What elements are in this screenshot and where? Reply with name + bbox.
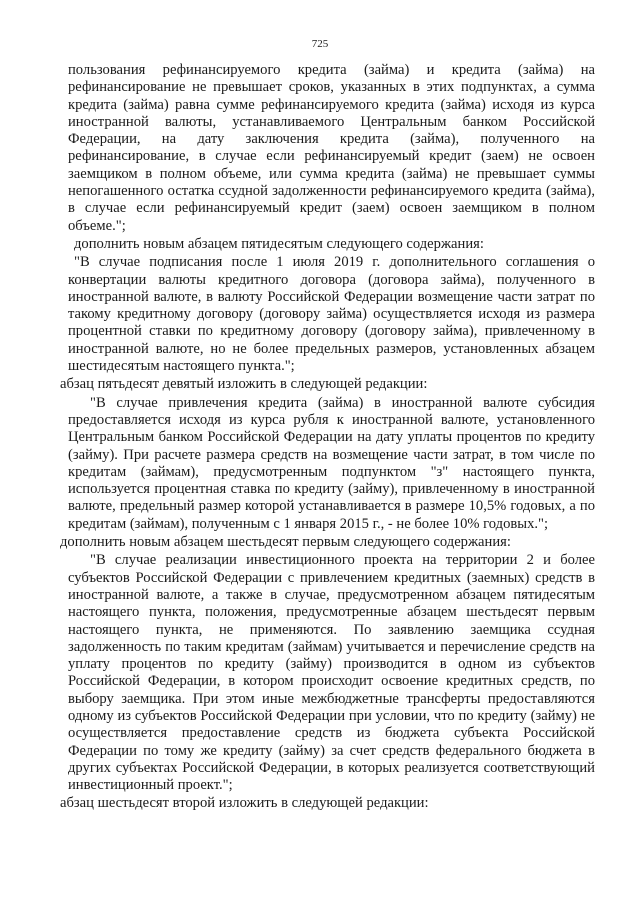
instruction-paragraph-62: абзац шестьдесят второй изложить в следующей редакции:: [60, 795, 429, 812]
paragraph-quoted-50: "В случае подписания после 1 июля 2019 г. дополнительного соглашения о конвертации валюты кредитного договора (договора займа), полученного в иностранной валюте, в валюту Российской Федерации возмещение части затрат по такому кредитному договору (договору займа) осуществляется исходя из размера процентной ставки по кредитному договору (договору займа), привлеченному в иностранной валюте, но не более предельных размеров, установленных абзацем шестидесятым настоящего пункта.";: [68, 254, 595, 375]
paragraph-quoted-61: "В случае реализации инвестиционного проекта на территории 2 и более субъектов Российской Федерации с привлечением кредитных (заемных) средств в иностранной валюте, а также в случае, предусмотренном абзацем пятидесятым настоящего пункта, положения, предусмотренные абзацем шестьдесят первым настоящего пункта, не применяются. По заявлению заемщика ссудная задолженность по таким кредитам (займам) учитывается и перечисление средств на уплату процентов по кредиту (займу) производится в одном из субъектов Российской Федерации, в котором происходит освоение кредитных средств, по выбору заемщика. При этом иные межбюджетные трансферты предоставляются одному из субъектов Российской Федерации при условии, что по кредиту (займу) не осуществляется предоставление средств из бюджета субъекта Российской Федерации по тому же кредиту (займу) за счет средств федерального бюджета в других субъектах Российской Федерации, в которых реализуется соответствующий инвестиционный проект.";: [68, 552, 595, 794]
instruction-add-paragraph-61: дополнить новым абзацем шестьдесят первым следующего содержания:: [60, 534, 511, 551]
paragraph-quoted-59: "В случае привлечения кредита (займа) в иностранной валюте субсидия предоставляется исходя из курса рубля к иностранной валюте, установленного Центральным банком Российской Федерации на дату уплаты процентов по кредиту (займу). При расчете размера средств на возмещение части затрат, в том числе по кредитам (займам), предусмотренным подпунктом "з" настоящего пункта, используется процентная ставка по кредиту (займу), привлеченному в иностранной валюте, предельный размер которой устанавливается в размере 10,5% годовых, а по кредитам (займам), полученным с 1 января 2015 г., - не более 10% годовых.";: [68, 394, 595, 532]
document-body: [0, 62, 640, 813]
page-number: 725: [311, 38, 329, 50]
instruction-add-paragraph-50: дополнить новым абзацем пятидесятым следующего содержания:: [74, 235, 484, 252]
instruction-paragraph-59: абзац пятьдесят девятый изложить в следующей редакции:: [60, 376, 428, 393]
paragraph-quoted-continuation: пользования рефинансируемого кредита (займа) и кредита (займа) на рефинансирование не превышает сроков, указанных в этих подпунктах, а сумма кредита (займа) равна сумме рефинансируемого кредита (займа) исходя из курса иностранной валюты, устанавливаемого Центральным банком Российской Федерации, на дату заключения кредита (займа), полученного на рефинансирование, в случае если рефинансируемый кредит (заем) не освоен заемщиком в полном объеме, или сумма кредита (займа) не превышает суммы непогашенного остатка ссудной задолженности рефинансируемого кредита (займа), в случае если рефинансируемый кредит (заем) освоен заемщиком в полном объеме.";: [68, 62, 595, 234]
